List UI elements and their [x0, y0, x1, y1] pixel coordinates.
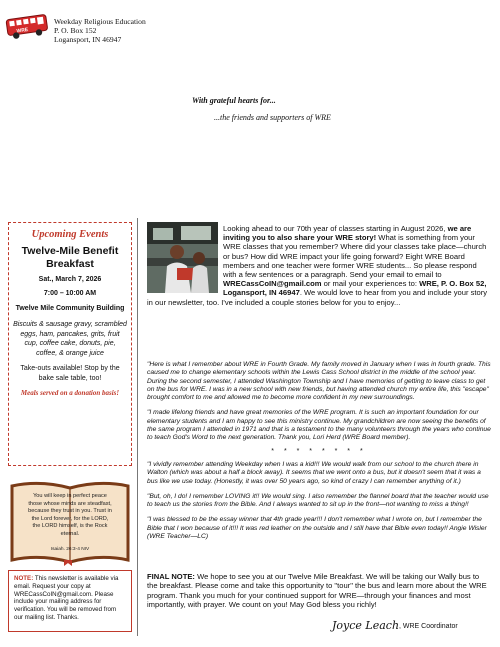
bible-verse-text: You will keep in perfect peace those whose minds are steadfast, because they trust in you. Trust in the Lord forever, for the LORD, the LORD himself, is the Rock eternal. — [28, 493, 112, 537]
upcoming-events-box — [8, 222, 132, 466]
intro-invite-bold: we are inviting you to also share your WRE story! — [223, 224, 472, 243]
intro-text-4: . We would love to hear from you and include your story in our newsletter, too. I've included a couple stories below for you to enjoy... — [147, 288, 488, 307]
tagline-line-1: With grateful hearts for... — [192, 96, 276, 105]
story-paragraph: "I made lifelong friends and have great memories of the WRE program. It is such an important foundation for our elementary students and I am happy to see this ministry continue. My grandchildren are now seeing the benefits of the same program I attended in 1971 and that is a testament to the many volunteers through the years who continue to teach God's Word to the next generation. Thank you, Lori Herd (WRE Board member). — [147, 409, 491, 442]
intro-text-3: or mail your experiences to: — [321, 279, 420, 289]
final-note-label: FINAL NOTE: — [147, 572, 195, 581]
note-label: NOTE: — [14, 575, 34, 582]
event-menu: Biscuits & sausage gravy, scrambled eggs, ham, pancakes, grits, fruit cup, coffee cake, donuts, pie, coffee, & orange juice — [13, 321, 127, 357]
intro-text-1: Looking ahead to our 70th year of classes starting in August 2026, — [223, 224, 448, 233]
events-heading: Upcoming Events — [31, 229, 109, 240]
tagline-line-2: ...the friends and supporters of WRE — [214, 113, 331, 122]
event-title: Twelve-Mile Benefit Breakfast — [21, 245, 119, 270]
signature-title: , WRE Coordinator — [399, 623, 458, 630]
mailing-address: WRE, P. O. Box 52, Logansport, IN 46947 — [223, 279, 487, 298]
note-text: This newsletter is available via email. Request your copy at WRECassCoIN@gmail.com. Please include your mailing address for verification. You will be removed from our mailing list. Thanks. — [14, 575, 119, 621]
story-paragraph: "But, oh, I do! I remember LOVING it!! We would sing. I also remember the flannel board that the teacher would use to teach us the stories from the Bible. And I always wanted to sit up in the front—not wanting to miss a thing!! — [147, 492, 489, 509]
final-note-text: We hope to see you at our Twelve Mile Breakfast. We will be taking our Wally bus to the breakfast. Please come and take this opportunity to "tour" the bus and learn more about the WRE program. Thank you much for your continued support for WRE—through your finances and most importantly, with prayer. We count on you! May God bless you richly! — [147, 572, 487, 609]
column-divider — [137, 218, 138, 636]
org-address-block — [54, 17, 146, 45]
story-paragraph: "Here is what I remember about WRE in Fourth Grade. My family moved in January when I was in fourth grade. This caused me to change elementary schools within the Lewis Cass School district in the middle of the school year. During the second semester, I attended Washington Township and I have memories of getting to leave class to get on the bus for WRE. I was in a new school with new friends, but having attended church my entire life, this "escape" brought comfort to me and allowed me to become more confident in my new surroundings. — [147, 361, 491, 402]
bible-verse-reference: Isaiah. 26:3-4 NIV — [50, 547, 90, 552]
star-divider: * * * * * * * * — [271, 447, 367, 455]
address-line-2: Logansport, IN 46947 — [54, 35, 122, 45]
event-meals-note: Meals served on a donation basis! — [20, 388, 120, 397]
org-name: Weekday Religious Education — [54, 17, 146, 26]
address-line-1: P. O. Box 152 — [54, 26, 97, 36]
stories-section — [147, 361, 491, 548]
event-time: 7:00 – 10:00 AM — [43, 290, 97, 297]
story-paragraph: "I vividly remember attending Weekday when I was a kid!!! We would walk from our school to the church there in Walton (which was about a half a block away). It seems that we went onto a bus, but it doesn't seem that it was a bus like we use today. (Honestly, it was over 50 years ago, so kind of crazy I can remember anything of it.) — [147, 460, 481, 485]
bus-logo-text: WRE — [16, 26, 29, 35]
signature-name: Joyce Leach — [332, 619, 400, 632]
event-takeout: Take-outs available! Stop by the bake sale table, too! — [20, 365, 120, 382]
final-note — [147, 572, 491, 609]
newsletter-note-box — [8, 570, 132, 632]
school-bus-logo — [4, 8, 50, 44]
event-location: Twelve Mile Community Building — [15, 305, 125, 312]
contact-email: WRECassCoIN@gmail.com — [223, 279, 322, 289]
story-paragraph: "I was blessed to be the essay winner that 4th grade year!!! I don't remember what I wrote on, but I remember the Bible that I won because of it!!! It was red leather on the outside and I still have that Bible even today!! Angie Wisler (WRE Teacher—LC) — [147, 516, 487, 541]
event-date: Sat., March 7, 2026 — [38, 276, 102, 283]
intro-paragraph — [147, 224, 491, 307]
intro-text-2: What is something from your WRE classes that you remember? Where did your classes take place—church or bus? How did WRE impact your life going forward? Eight WRE Board members and one teacher were former WRE students... So please respond with a few sentences or a paragraph. Send your email to email to — [223, 233, 487, 280]
